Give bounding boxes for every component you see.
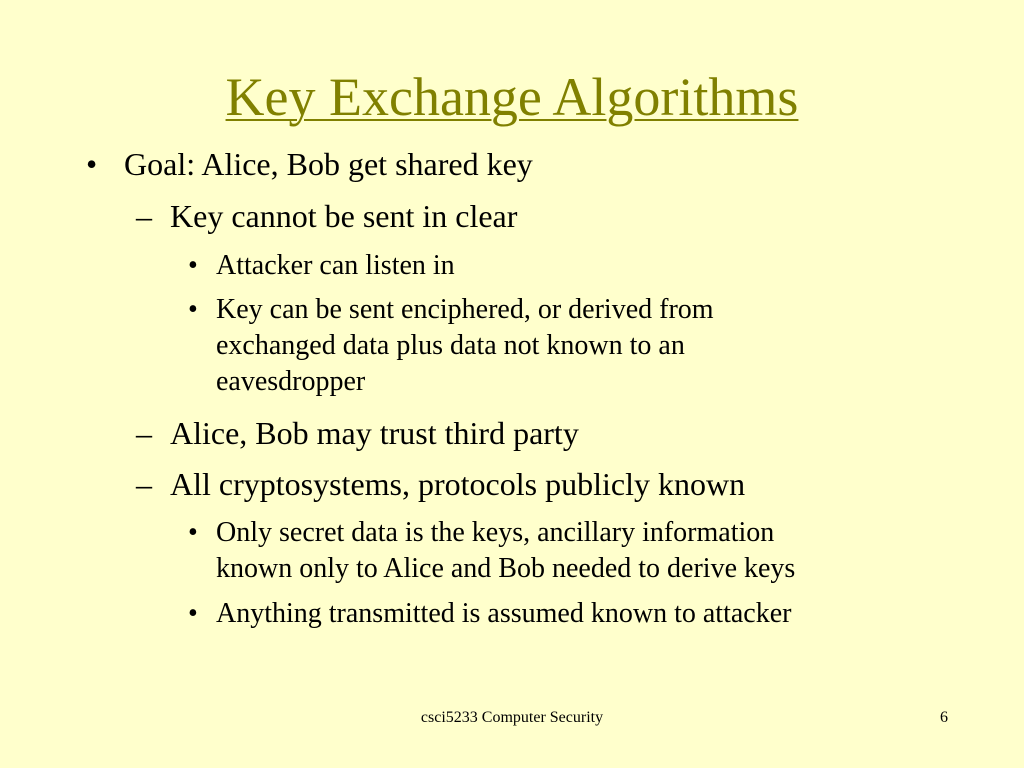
bullet-marker: • — [188, 250, 198, 281]
bullet-marker: • — [86, 146, 98, 182]
subsubitem-enciphered-line1: Key can be sent enciphered, or derived from — [216, 294, 714, 325]
dash-marker: – — [136, 198, 152, 234]
subsubitem-transmitted-known: Anything transmitted is assumed known to attacker — [216, 598, 792, 629]
dash-marker: – — [136, 415, 152, 451]
subsubitem-enciphered-line3: eavesdropper — [216, 366, 366, 397]
footer-course: csci5233 Computer Security — [420, 709, 604, 726]
slide-number: 6 — [940, 709, 948, 726]
subitem-trust-third-party: Alice, Bob may trust third party — [170, 415, 579, 451]
subsubitem-secret-data-line2: known only to Alice and Bob needed to derive keys — [216, 553, 796, 584]
subsubitem-enciphered-line2: exchanged data plus data not known to an — [216, 330, 685, 361]
subsubitem-attacker-listen: Attacker can listen in — [216, 250, 455, 281]
subitem-key-not-clear: Key cannot be sent in clear — [170, 198, 518, 234]
bullet-marker: • — [188, 294, 198, 325]
subitem-publicly-known: All cryptosystems, protocols publicly known — [170, 466, 746, 502]
dash-marker: – — [136, 466, 152, 502]
bullet-text-goal: Goal: Alice, Bob get shared key — [124, 146, 533, 182]
bullet-marker: • — [188, 517, 198, 548]
slide-title: Key Exchange Algorithms — [225, 67, 799, 127]
bullet-marker: • — [188, 598, 198, 629]
subsubitem-secret-data-line1: Only secret data is the keys, ancillary information — [216, 517, 775, 548]
